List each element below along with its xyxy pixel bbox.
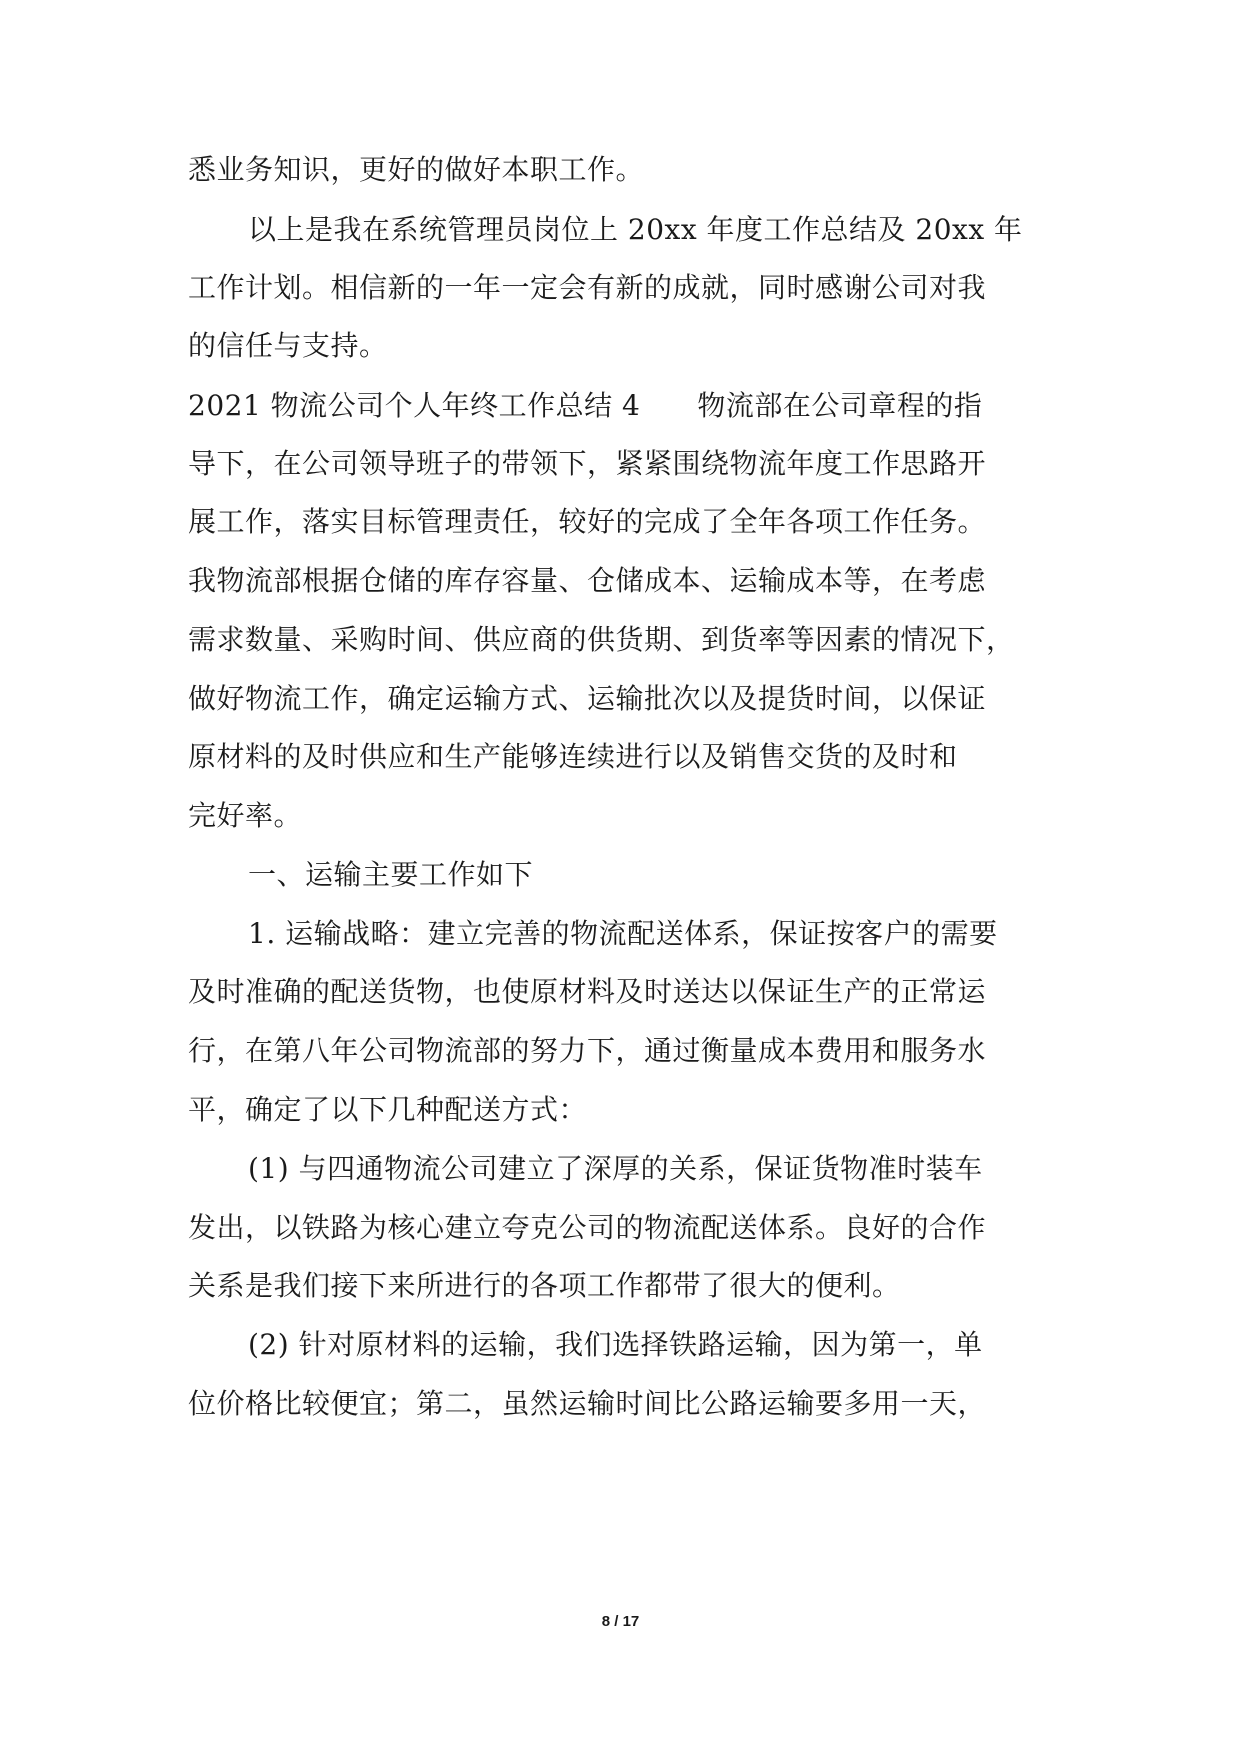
text-line: 展工作，落实目标管理责任，较好的完成了全年各项工作任务。 xyxy=(188,505,987,538)
text-line: (2) 针对原材料的运输，我们选择铁路运输，因为第一，单 xyxy=(248,1328,983,1361)
text-line: 需求数量、采购时间、供应商的供货期、到货率等因素的情况下， xyxy=(188,623,1015,656)
text-line: 1. 运输战略：建立完善的物流配送体系，保证按客户的需要 xyxy=(248,917,998,950)
text-line: 做好物流工作，确定运输方式、运输批次以及提货时间，以保证 xyxy=(188,682,987,715)
text-line: 平，确定了以下几种配送方式： xyxy=(188,1093,588,1126)
text-line: 关系是我们接下来所进行的各项工作都带了很大的便利。 xyxy=(188,1269,901,1302)
text-line: 的信任与支持。 xyxy=(188,329,388,362)
text-line: 我物流部根据仓储的库存容量、仓储成本、运输成本等，在考虑 xyxy=(188,564,987,597)
text-line: 完好率。 xyxy=(188,799,303,832)
text-line: 工作计划。相信新的一年一定会有新的成就，同时感谢公司对我 xyxy=(188,271,987,304)
text-line: 行，在第八年公司物流部的努力下，通过衡量成本费用和服务水 xyxy=(188,1034,987,1067)
page-number: 8 / 17 xyxy=(601,1613,640,1630)
text-line: 原材料的及时供应和生产能够连续进行以及销售交货的及时和 xyxy=(188,740,958,773)
subheading-line: 一、运输主要工作如下 xyxy=(248,858,534,891)
text-line: 悉业务知识，更好的做好本职工作。 xyxy=(188,153,645,186)
text-line: 位价格比较便宜；第二，虽然运输时间比公路运输要多用一天， xyxy=(188,1387,987,1420)
text-line: 导下，在公司领导班子的带领下，紧紧围绕物流年度工作思路开 xyxy=(188,447,987,480)
section-heading-line: 2021 物流公司个人年终工作总结 4 物流部在公司章程的指 xyxy=(188,389,983,422)
text-line: 以上是我在系统管理员岗位上 20xx 年度工作总结及 20xx 年 xyxy=(248,213,1023,246)
text-line: (1) 与四通物流公司建立了深厚的关系，保证货物准时装车 xyxy=(248,1152,983,1185)
text-line: 及时准确的配送货物，也使原材料及时送达以保证生产的正常运 xyxy=(188,975,987,1008)
text-line: 发出，以铁路为核心建立夸克公司的物流配送体系。良好的合作 xyxy=(188,1211,987,1244)
